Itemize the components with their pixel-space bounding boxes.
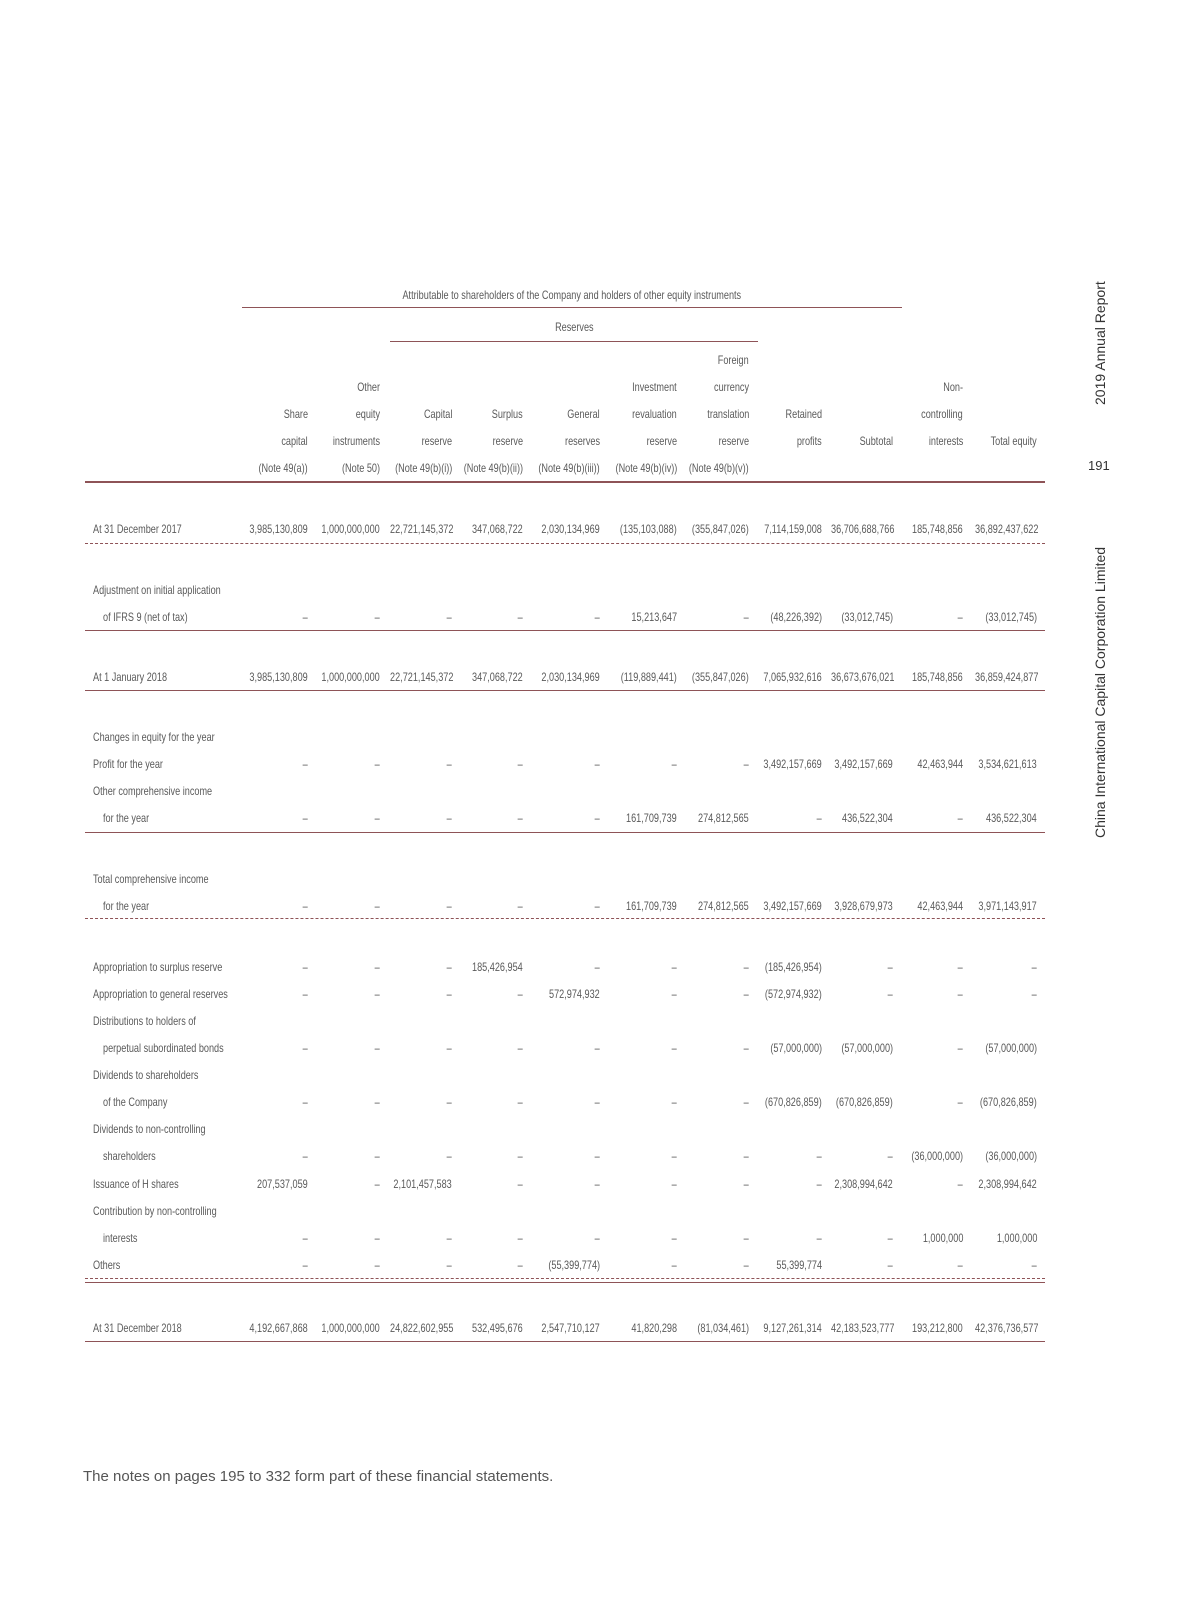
cell-value: 7,114,159,008: [764, 522, 822, 536]
column-header-text: reserve: [492, 434, 523, 448]
cell-value: –: [887, 1231, 893, 1245]
cell-value: –: [594, 1231, 600, 1245]
cell-value: 2,030,134,969: [541, 670, 600, 684]
cell-value: –: [887, 960, 893, 974]
cell-value: –: [957, 960, 963, 974]
cell-value: 42,463,944: [917, 757, 963, 771]
row-label: Total comprehensive income: [93, 872, 209, 886]
cell-value: –: [743, 1041, 749, 1055]
row-label: Others: [93, 1258, 121, 1272]
cell-value: –: [374, 987, 380, 1001]
cell-value: –: [743, 960, 749, 974]
cell-value: –: [446, 960, 452, 974]
row-label: for the year: [103, 811, 150, 825]
cell-value: –: [374, 960, 380, 974]
cell-value: –: [302, 610, 308, 624]
cell-value: 22,721,145,372: [390, 522, 454, 536]
cell-value: (57,000,000): [985, 1041, 1037, 1055]
cell-value: –: [594, 960, 600, 974]
cell-value: –: [671, 1258, 677, 1272]
column-header-text: reserve: [421, 434, 452, 448]
cell-value: 347,068,722: [472, 522, 523, 536]
cell-value: (36,000,000): [985, 1149, 1037, 1163]
cell-value: –: [671, 1095, 677, 1109]
cell-value: –: [302, 899, 308, 913]
row-label: Adjustment on initial application: [93, 583, 221, 597]
cell-value: –: [743, 757, 749, 771]
cell-value: –: [743, 987, 749, 1001]
cell-value: –: [302, 960, 308, 974]
column-header-text: Retained: [785, 407, 822, 421]
cell-value: –: [671, 757, 677, 771]
cell-value: –: [743, 1095, 749, 1109]
cell-value: 24,822,602,955: [390, 1321, 454, 1335]
report-title: 2019 Annual Report: [1092, 281, 1108, 405]
cell-value: 2,547,710,127: [541, 1321, 600, 1335]
cell-value: –: [594, 757, 600, 771]
cell-value: –: [594, 1095, 600, 1109]
row-label: of the Company: [103, 1095, 168, 1109]
column-header-text: Capital: [423, 407, 452, 421]
cell-value: (185,426,954): [765, 960, 822, 974]
column-header-text: reserves: [565, 434, 600, 448]
cell-value: –: [374, 757, 380, 771]
cell-value: 3,985,130,809: [249, 522, 308, 536]
cell-value: 42,376,736,577: [975, 1321, 1039, 1335]
page-number: 191: [1088, 458, 1110, 473]
row-label: Dividends to shareholders: [93, 1068, 199, 1082]
cell-value: –: [957, 1041, 963, 1055]
rule-line: [85, 1282, 1045, 1283]
row-label: Distributions to holders of: [93, 1014, 196, 1028]
cell-value: –: [594, 811, 600, 825]
column-header-text: instruments: [332, 434, 380, 448]
row-label: Issuance of H shares: [93, 1177, 179, 1191]
row-label: At 31 December 2018: [93, 1321, 182, 1335]
cell-value: (670,826,859): [980, 1095, 1037, 1109]
cell-value: –: [517, 757, 523, 771]
rule-line: [85, 481, 1045, 483]
cell-value: 7,065,932,616: [763, 670, 822, 684]
row-label: Appropriation to general reserves: [93, 987, 228, 1001]
cell-value: 36,673,676,021: [831, 670, 895, 684]
row-label: Profit for the year: [93, 757, 163, 771]
column-header-text: (Note 49(b)(v)): [689, 461, 749, 475]
cell-value: 55,399,774: [776, 1258, 822, 1272]
rule-line: [85, 690, 1045, 691]
cell-value: 36,892,437,622: [975, 522, 1039, 536]
cell-value: 185,748,856: [912, 522, 963, 536]
cell-value: 22,721,145,372: [390, 670, 454, 684]
cell-value: 2,101,457,583: [393, 1177, 452, 1191]
cell-value: –: [302, 1258, 308, 1272]
cell-value: –: [517, 1177, 523, 1191]
cell-value: –: [446, 1041, 452, 1055]
group-title: Attributable to shareholders of the Company and holders of other equity instruments: [402, 288, 742, 302]
cell-value: –: [302, 757, 308, 771]
cell-value: 3,492,157,669: [834, 757, 893, 771]
column-header-text: reserve: [718, 434, 749, 448]
row-label: interests: [103, 1231, 138, 1245]
cell-value: 3,492,157,669: [763, 757, 822, 771]
column-header-text: revaluation: [632, 407, 677, 421]
cell-value: –: [517, 610, 523, 624]
cell-value: –: [594, 610, 600, 624]
cell-value: (57,000,000): [841, 1041, 893, 1055]
cell-value: 193,212,800: [912, 1321, 963, 1335]
cell-value: –: [446, 1258, 452, 1272]
cell-value: (57,000,000): [770, 1041, 822, 1055]
cell-value: –: [743, 610, 749, 624]
cell-value: –: [374, 1149, 380, 1163]
cell-value: 3,971,143,917: [978, 899, 1037, 913]
cell-value: 1,000,000: [996, 1231, 1037, 1245]
rule-line: [85, 918, 1045, 919]
cell-value: –: [517, 1258, 523, 1272]
column-header-text: Foreign: [718, 353, 749, 367]
cell-value: –: [957, 811, 963, 825]
cell-value: (55,399,774): [548, 1258, 600, 1272]
row-label: for the year: [103, 899, 150, 913]
row-label: of IFRS 9 (net of tax): [103, 610, 188, 624]
cell-value: –: [671, 1177, 677, 1191]
rule-line: [390, 341, 758, 342]
column-header-text: Share: [283, 407, 308, 421]
column-header-text: (Note 49(b)(ii)): [463, 461, 523, 475]
cell-value: (119,889,441): [620, 670, 677, 684]
cell-value: –: [1031, 987, 1037, 1001]
cell-value: –: [374, 1095, 380, 1109]
cell-value: 161,709,739: [626, 811, 677, 825]
reserves-title: Reserves: [554, 320, 594, 334]
cell-value: 36,859,424,877: [975, 670, 1039, 684]
cell-value: –: [446, 987, 452, 1001]
rule-line: [85, 832, 1045, 833]
cell-value: –: [302, 987, 308, 1001]
cell-value: 3,985,130,809: [249, 670, 308, 684]
cell-value: (81,034,461): [697, 1321, 749, 1335]
column-header-text: Other: [357, 380, 380, 394]
column-header-text: translation: [706, 407, 749, 421]
cell-value: 436,522,304: [842, 811, 893, 825]
cell-value: –: [957, 1095, 963, 1109]
cell-value: –: [302, 1041, 308, 1055]
column-header-text: (Note 49(b)(i)): [394, 461, 452, 475]
cell-value: –: [302, 811, 308, 825]
cell-value: –: [446, 1231, 452, 1245]
cell-value: –: [302, 1149, 308, 1163]
cell-value: –: [743, 1231, 749, 1245]
cell-value: 1,000,000,000: [321, 522, 380, 536]
cell-value: –: [594, 1149, 600, 1163]
cell-value: –: [446, 610, 452, 624]
column-header-text: (Note 49(b)(iii)): [538, 461, 600, 475]
column-header-text: (Note 49(a)): [258, 461, 308, 475]
cell-value: –: [302, 1231, 308, 1245]
cell-value: –: [374, 899, 380, 913]
cell-value: 9,127,261,314: [763, 1321, 822, 1335]
rule-line: [85, 1341, 1045, 1342]
column-header-text: Surplus: [492, 407, 523, 421]
cell-value: 36,706,688,766: [831, 522, 895, 536]
cell-value: (572,974,932): [765, 987, 822, 1001]
cell-value: 532,495,676: [472, 1321, 523, 1335]
cell-value: 1,000,000: [922, 1231, 963, 1245]
cell-value: (355,847,026): [692, 670, 749, 684]
cell-value: 3,492,157,669: [763, 899, 822, 913]
row-label: Appropriation to surplus reserve: [93, 960, 223, 974]
cell-value: –: [302, 1095, 308, 1109]
column-header-text: capital: [281, 434, 308, 448]
cell-value: –: [374, 1041, 380, 1055]
cell-value: 161,709,739: [626, 899, 677, 913]
rule-line: [242, 307, 902, 308]
column-header-text: equity: [355, 407, 380, 421]
cell-value: (670,826,859): [765, 1095, 822, 1109]
column-header-text: General: [567, 407, 600, 421]
column-header-text: (Note 50): [341, 461, 380, 475]
cell-value: 436,522,304: [986, 811, 1037, 825]
column-header-text: Total equity: [990, 434, 1037, 448]
column-header-text: reserve: [646, 434, 677, 448]
cell-value: 1,000,000,000: [321, 1321, 380, 1335]
cell-value: –: [517, 1095, 523, 1109]
cell-value: 1,000,000,000: [321, 670, 380, 684]
cell-value: (670,826,859): [836, 1095, 893, 1109]
cell-value: –: [743, 1258, 749, 1272]
cell-value: –: [374, 610, 380, 624]
cell-value: –: [816, 1231, 822, 1245]
cell-value: –: [374, 811, 380, 825]
cell-value: –: [816, 811, 822, 825]
row-label: shareholders: [103, 1149, 156, 1163]
row-label: Contribution by non-controlling: [93, 1204, 217, 1218]
cell-value: –: [743, 1177, 749, 1191]
cell-value: –: [816, 1177, 822, 1191]
column-header-text: Non-: [943, 380, 963, 394]
row-label: Changes in equity for the year: [93, 730, 215, 744]
cell-value: 42,463,944: [917, 899, 963, 913]
cell-value: –: [446, 899, 452, 913]
cell-value: (36,000,000): [911, 1149, 963, 1163]
row-label: Dividends to non-controlling: [93, 1122, 206, 1136]
cell-value: –: [887, 987, 893, 1001]
rule-line: [85, 630, 1045, 631]
cell-value: –: [446, 1149, 452, 1163]
cell-value: –: [887, 1149, 893, 1163]
cell-value: –: [671, 1041, 677, 1055]
company-name: China International Capital Corporation Limited: [1092, 546, 1108, 838]
rule-line: [85, 543, 1045, 544]
cell-value: 4,192,667,868: [249, 1321, 308, 1335]
cell-value: –: [374, 1177, 380, 1191]
column-header-text: Investment: [632, 380, 677, 394]
cell-value: 42,183,523,777: [831, 1321, 895, 1335]
cell-value: (135,103,088): [620, 522, 677, 536]
cell-value: –: [671, 1149, 677, 1163]
cell-value: –: [743, 1149, 749, 1163]
cell-value: –: [594, 1177, 600, 1191]
cell-value: –: [446, 1095, 452, 1109]
cell-value: 41,820,298: [631, 1321, 677, 1335]
footer-note: The notes on pages 195 to 332 form part of these financial statements.: [83, 1468, 554, 1485]
column-header-text: controlling: [921, 407, 963, 421]
column-header-text: profits: [797, 434, 822, 448]
cell-value: –: [1031, 960, 1037, 974]
rule-line: [85, 1278, 1045, 1279]
row-label: At 1 January 2018: [93, 670, 168, 684]
cell-value: 185,748,856: [912, 670, 963, 684]
row-label: Other comprehensive income: [93, 784, 213, 798]
cell-value: 207,537,059: [257, 1177, 308, 1191]
cell-value: –: [594, 899, 600, 913]
cell-value: (48,226,392): [770, 610, 822, 624]
cell-value: –: [957, 987, 963, 1001]
cell-value: –: [517, 899, 523, 913]
cell-value: –: [671, 1231, 677, 1245]
cell-value: –: [1031, 1258, 1037, 1272]
column-header-text: currency: [714, 380, 749, 394]
cell-value: 3,534,621,613: [978, 757, 1037, 771]
cell-value: 347,068,722: [472, 670, 523, 684]
cell-value: 185,426,954: [472, 960, 523, 974]
cell-value: –: [517, 1231, 523, 1245]
cell-value: –: [671, 987, 677, 1001]
cell-value: –: [957, 610, 963, 624]
cell-value: (33,012,745): [841, 610, 893, 624]
cell-value: 274,812,565: [698, 899, 749, 913]
cell-value: –: [887, 1258, 893, 1272]
cell-value: (33,012,745): [985, 610, 1037, 624]
cell-value: 2,308,994,642: [834, 1177, 893, 1191]
cell-value: –: [374, 1258, 380, 1272]
cell-value: –: [517, 811, 523, 825]
cell-value: 2,308,994,642: [978, 1177, 1037, 1191]
cell-value: –: [517, 987, 523, 1001]
cell-value: 3,928,679,973: [834, 899, 893, 913]
cell-value: –: [816, 1149, 822, 1163]
column-header-text: interests: [928, 434, 963, 448]
cell-value: 2,030,134,969: [541, 522, 600, 536]
cell-value: –: [517, 1041, 523, 1055]
cell-value: –: [517, 1149, 523, 1163]
column-header-text: (Note 49(b)(iv)): [615, 461, 677, 475]
cell-value: 274,812,565: [698, 811, 749, 825]
cell-value: –: [446, 811, 452, 825]
cell-value: (355,847,026): [692, 522, 749, 536]
cell-value: –: [671, 960, 677, 974]
row-label: perpetual subordinated bonds: [103, 1041, 224, 1055]
cell-value: –: [957, 1177, 963, 1191]
cell-value: –: [957, 1258, 963, 1272]
cell-value: 572,974,932: [549, 987, 600, 1001]
cell-value: –: [446, 757, 452, 771]
cell-value: –: [374, 1231, 380, 1245]
column-header-text: Subtotal: [859, 434, 893, 448]
row-label: At 31 December 2017: [93, 522, 182, 536]
cell-value: 15,213,647: [631, 610, 677, 624]
cell-value: –: [594, 1041, 600, 1055]
